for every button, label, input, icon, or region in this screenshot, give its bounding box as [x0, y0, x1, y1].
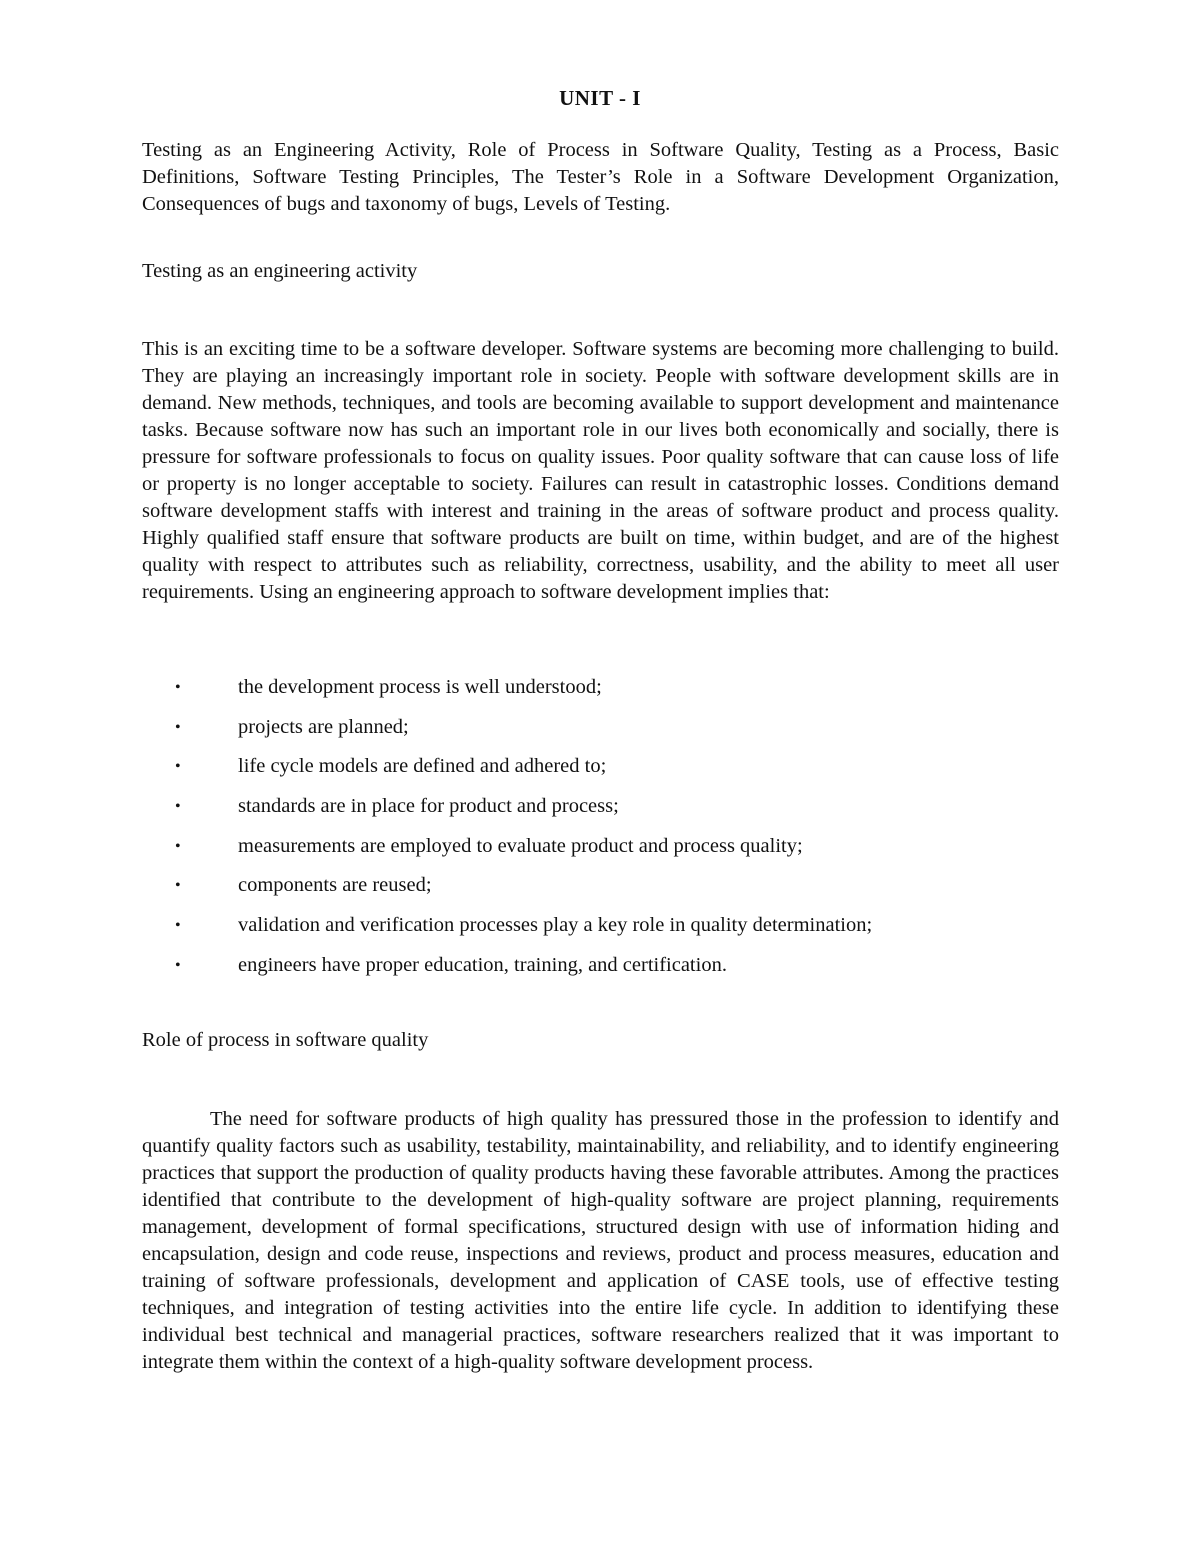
bullet-icon: •	[175, 718, 181, 736]
list-item	[142, 714, 1059, 754]
unit-title: UNIT - I	[559, 86, 641, 110]
list-item	[142, 674, 1059, 714]
section-heading-role-of-process: Role of process in software quality	[142, 1029, 429, 1051]
list-item-text: the development process is well understood;	[238, 676, 602, 698]
list-item	[142, 753, 1059, 793]
bullet-icon: •	[175, 679, 181, 696]
list-item	[142, 952, 1059, 992]
section-heading-testing-engineering: Testing as an engineering activity	[142, 260, 418, 282]
list-item	[142, 872, 1059, 912]
bullet-icon: •	[175, 917, 181, 935]
list-item-text: measurements are employed to evaluate product and process quality;	[238, 834, 803, 857]
bullet-icon: •	[175, 798, 181, 816]
topics-paragraph: Testing as an Engineering Activity, Role of Process in Software Quality, Testing as a Process, Basic Definitions, Software Testing Principles, The Tester’s Role in a Software Development Organization, Consequences of bugs and taxonomy of bugs, Levels of Testing.	[142, 139, 1059, 215]
list-item	[142, 912, 1059, 952]
section-paragraph-role-of-process: The need for software products of high quality has pressured those in the profession to identify and quantify quality factors such as usability, testability, maintainability, and reliability, and to identify engineering practices that support the production of quality products having these favorable attributes. Among the practices identified that contribute to the development of high-quality software are project planning, requirements management, development of formal specifications, structured design with use of information hiding and encapsulation, design and code reuse, inspections and reviews, product and process measures, education and training of software professionals, development and application of CASE tools, use of effective testing techniques, and integration of testing activities into the entire life cycle. In addition to identifying these individual best technical and managerial practices, software researchers realized that it was important to integrate them within the context of a high-quality software development process.	[142, 1108, 1059, 1373]
list-item	[142, 833, 1059, 873]
list-item-text: projects are planned;	[238, 715, 409, 738]
section-paragraph-testing-engineering: This is an exciting time to be a software developer. Software systems are becoming more challenging to build. They are playing an increasingly important role in society. People with software development skills are in demand. New methods, techniques, and tools are becoming available to support development and maintenance tasks. Because software now has such an important role in our lives both economically and socially, there is pressure for software professionals to focus on quality issues. Poor quality software that can cause loss of life or property is no longer acceptable to society. Failures can result in catastrophic losses. Conditions demand software development staffs with interest and training in the areas of software product and process quality. Highly qualified staff ensure that software products are built on time, within budget, and are of the highest quality with respect to attributes such as reliability, correctness, usability, and the ability to meet all user requirements. Using an engineering approach to software development implies that:	[142, 338, 1059, 603]
list-item-text: life cycle models are defined and adhered to;	[238, 755, 607, 778]
engineering-approach-list	[142, 674, 1059, 992]
list-item-text: engineers have proper education, training, and certification.	[238, 953, 727, 976]
bullet-icon: •	[175, 837, 181, 855]
list-item-text: validation and verification processes play a key role in quality determination;	[238, 914, 873, 937]
bullet-icon: •	[175, 877, 181, 895]
list-item	[142, 793, 1059, 833]
list-item-text: standards are in place for product and process;	[238, 795, 619, 818]
bullet-icon: •	[175, 956, 181, 974]
bullet-icon: •	[175, 758, 181, 776]
list-item-text: components are reused;	[238, 874, 432, 897]
